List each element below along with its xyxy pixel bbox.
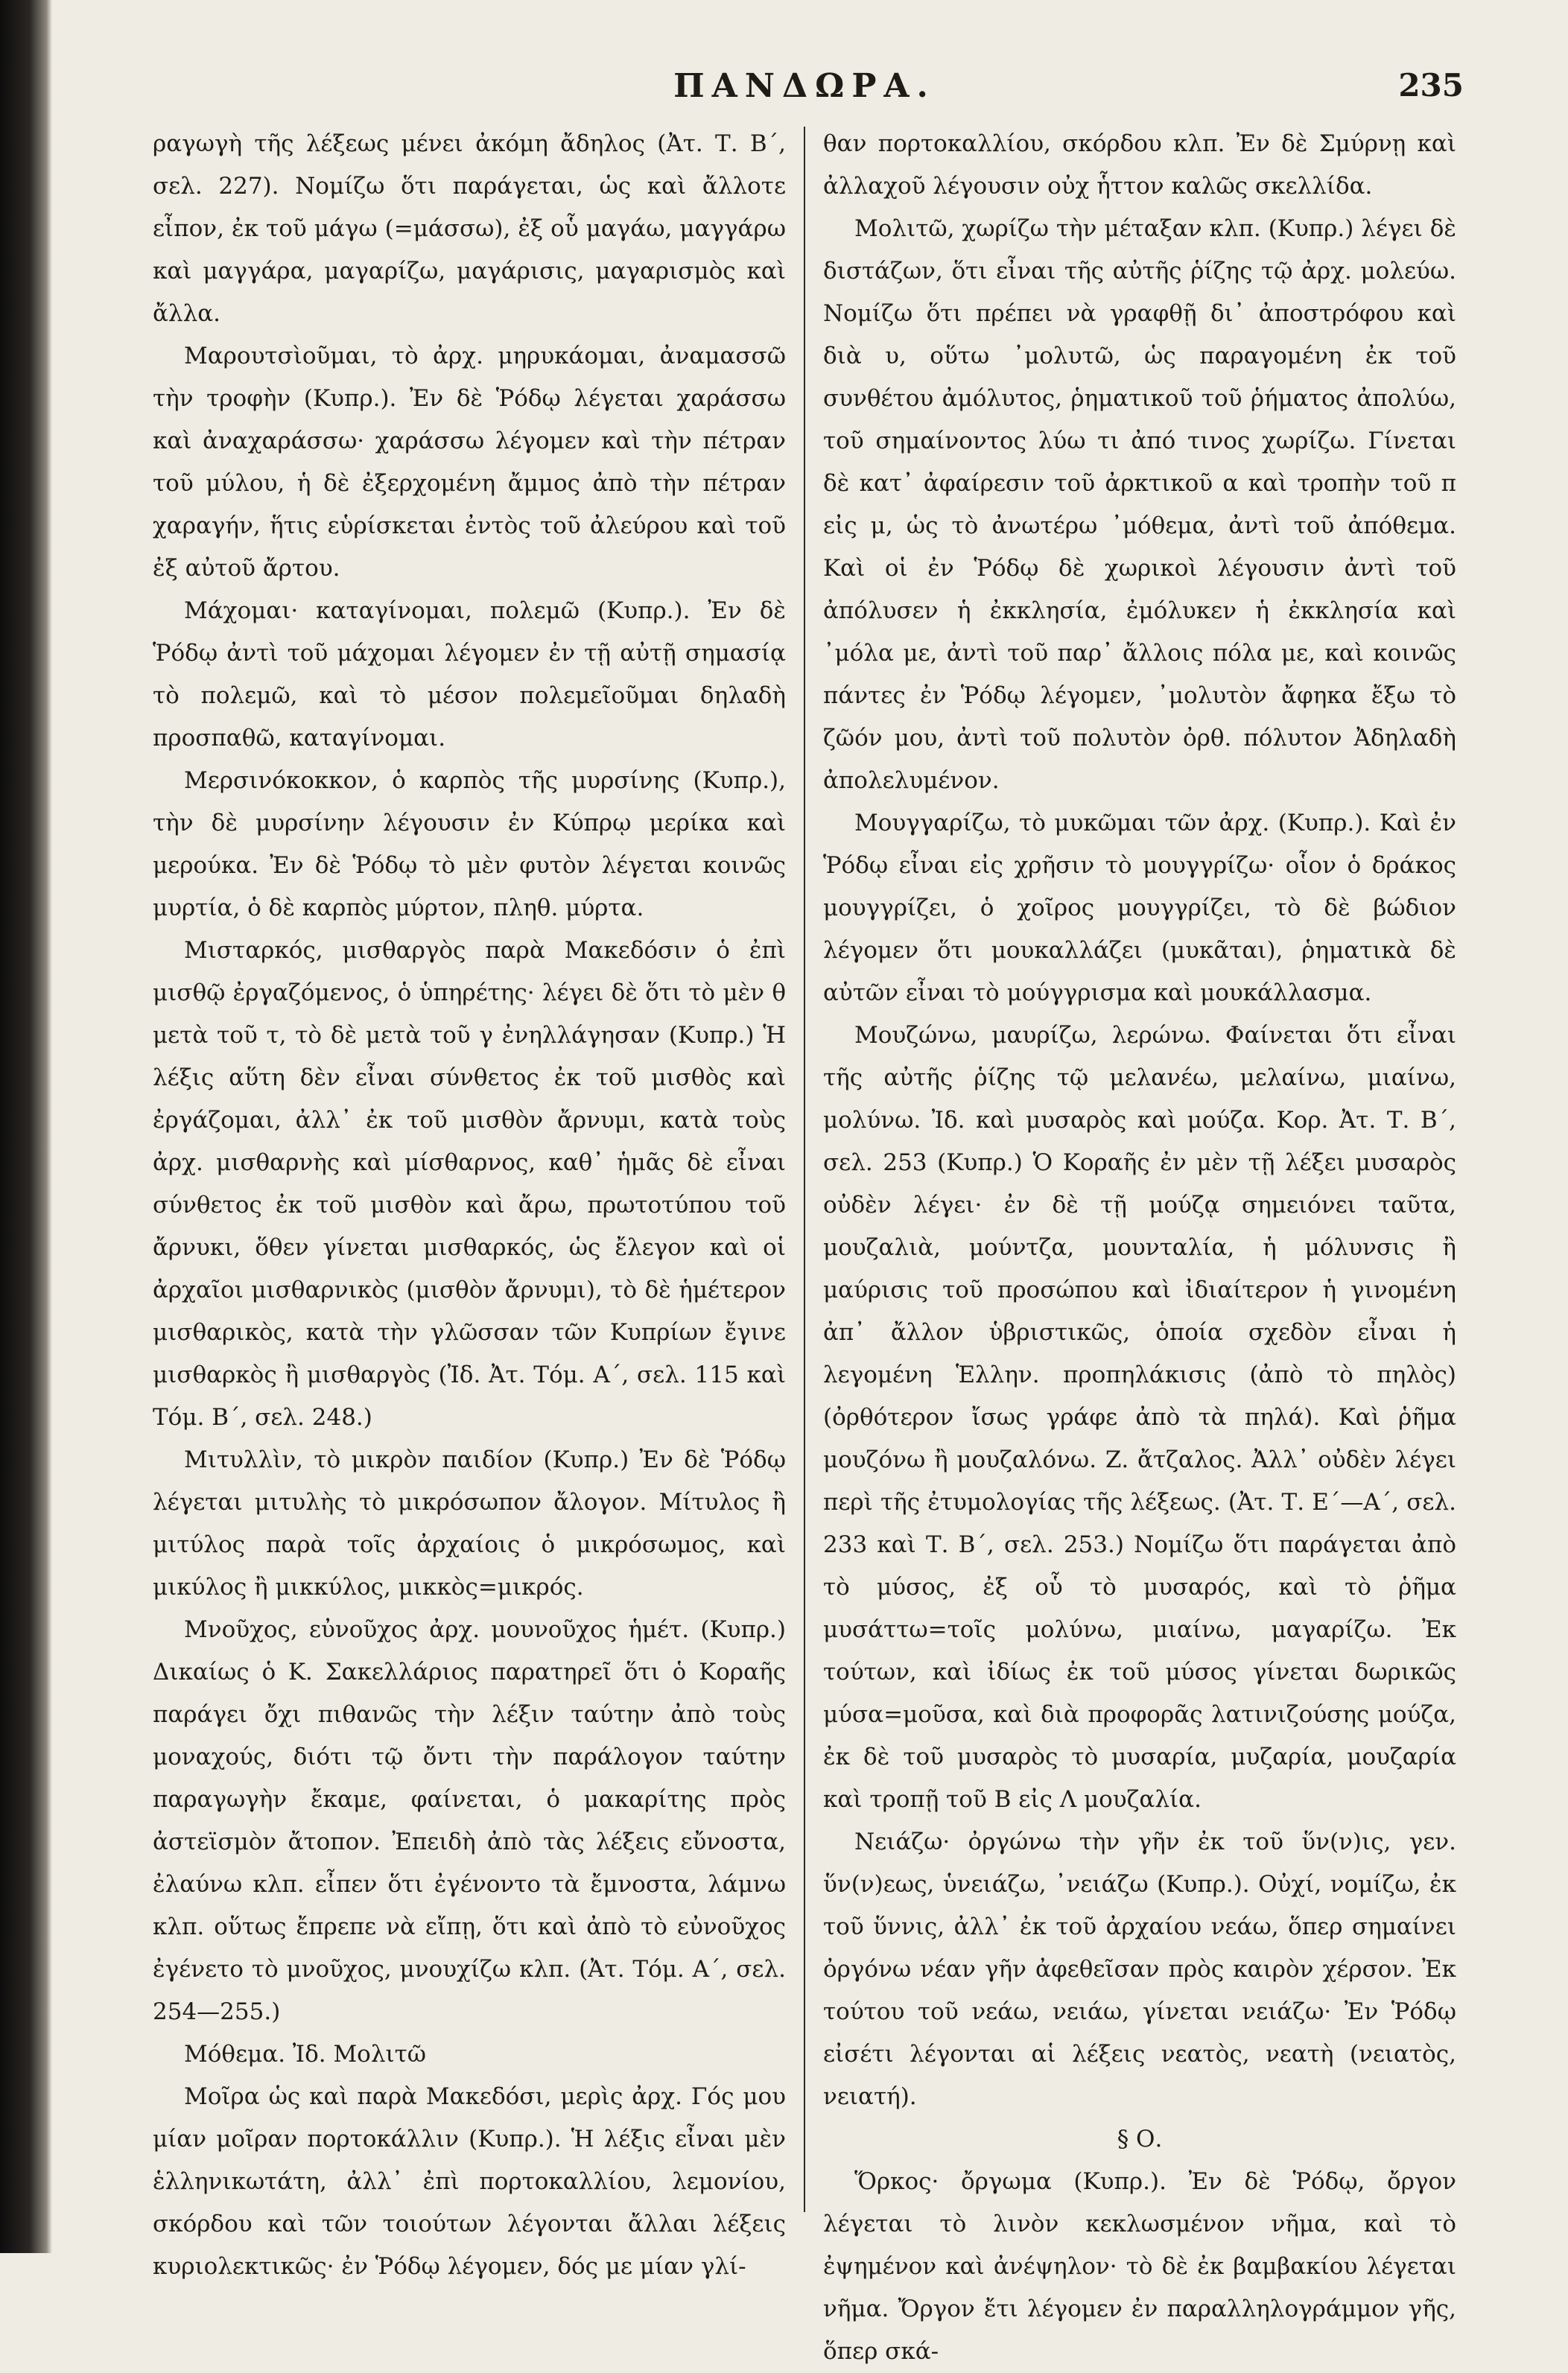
entry-paragraph: Μολιτῶ, χωρίζω τὴν μέταξαν κλπ. (Κυπρ.) λέγει δὲ διστάζων, ὅτι εἶναι τῆς αὐτῆς ῥίζης τῷ ἀρχ. μολεύω. Νομίζω ὅτι πρέπει νὰ γραφθῇ δι᾽ ἀποστρόφου καὶ διὰ υ, οὕτω ᾽μολυτῶ, ὡς παραγομένη ἐκ τοῦ συνθέτου ἀμόλυτος, ῥηματικοῦ τοῦ ῥήματος ἀπολύω, τοῦ σημαίνοντος λύω τι ἀπό τινος χωρίζω. Γίνεται δὲ κατ᾽ ἀφαίρεσιν τοῦ ἀρκτικοῦ α καὶ τροπὴν τοῦ π εἰς μ, ὡς τὸ ἀνωτέρω ᾽μόθεμα, ἀντὶ τοῦ ἀπόθεμα. Καὶ οἱ ἐν Ῥόδῳ δὲ χωρικοὶ λέγουσιν ἀντὶ τοῦ ἀπόλυσεν ἡ ἐκκλησία, ἐμόλυκεν ἡ ἐκκλησία καὶ ᾽μόλα με, ἀντὶ τοῦ παρ᾽ ἄλλοις πόλα με, καὶ κοινῶς πάντες ἐν Ῥόδῳ λέγομεν, ᾽μολυτὸν ἄφηκα ἔξω τὸ ζῶόν μου, ἀντὶ τοῦ πολυτὸν ὀρθ. πόλυτον Ἀδηλαδὴ ἀπολελυμένον. <box>823 215 1456 794</box>
entry-paragraph: Μνοῦχος, εὐνοῦχος ἀρχ. μουνοῦχος ἡμέτ. (Κυπρ.) Δικαίως ὁ Κ. Σακελλάριος παρατηρεῖ ὅτι ὁ Κοραῆς παράγει ὄχι πιθανῶς τὴν λέξιν ταύτην ἀπὸ τοὺς μοναχούς, διότι τῷ ὄντι τὴν παράλογον ταύτην παραγωγὴν ἔκαμε, φαίνεται, ὁ μακαρίτης πρὸς ἀστεϊσμὸν ἄτοπον. Ἐπειδὴ ἀπὸ τὰς λέξεις εὔνοστα, ἐλαύνω κλπ. εἶπεν ὅτι ἐγένοντο τὰ ἔμνοστα, λάμνω κλπ. οὕτως ἔπρεπε νὰ εἴπῃ, ὅτι καὶ ἀπὸ τὸ εὐνοῦχος ἐγένετο τὸ μνοῦχος, μνουχίζω κλπ. (Ἀτ. Τόμ. Α΄, σελ. 254—255.) <box>153 1616 786 2025</box>
left-column <box>153 123 786 2288</box>
column-divider <box>804 127 805 2212</box>
page-header <box>153 67 1464 119</box>
entry-paragraph: Μισταρκός, μισθαργὸς παρὰ Μακεδόσιν ὁ ἐπὶ μισθῷ ἐργαζόμενος, ὁ ὑπηρέτης· λέγει δὲ ὅτι τὸ μὲν θ μετὰ τοῦ τ, τὸ δὲ μετὰ τοῦ γ ἐνηλλάγησαν (Κυπρ.) Ἡ λέξις αὕτη δὲν εἶναι σύνθετος ἐκ τοῦ μισθὸς καὶ ἐργάζομαι, ἀλλ᾽ ἐκ τοῦ μισθὸν ἄρνυμι, κατὰ τοὺς ἀρχ. μισθαρνὴς καὶ μίσθαρνος, καθ᾽ ἡμᾶς δὲ εἶναι σύνθετος ἐκ τοῦ μισθὸν καὶ ἄρω, πρωτοτύπου τοῦ ἄρνυκι, ὅθεν γίνεται μισθαρκός, ὡς ἔλεγον καὶ οἱ ἀρχαῖοι μισθαρνικὸς (μισθὸν ἄρνυμι), τὸ δὲ ἡμέτερον μισθαρικὸς, κατὰ τὴν γλῶσσαν τῶν Κυπρίων ἔγινε μισθαρκὸς ἢ μισθαργὸς (Ἰδ. Ἀτ. Τόμ. Α΄, σελ. 115 καὶ Τόμ. Β΄, σελ. 248.) <box>153 937 786 1431</box>
page-number: 235 <box>1398 67 1464 104</box>
right-column <box>823 123 1456 2373</box>
entry-paragraph: Ὅρκος· ὄργωμα (Κυπρ.). Ἐν δὲ Ῥόδῳ, ὄργον λέγεται τὸ λινὸν κεκλωσμένον νῆμα, καὶ τὸ ἐψημένον καὶ ἀνέψηλον· τὸ δὲ ἐκ βαμβακίου λέγεται νῆμα. Ὄργον ἔτι λέγομεν ἐν παραλληλογράμμον γῆς, ὅπερ σκά- <box>823 2168 1456 2365</box>
entry-paragraph: Μουγγαρίζω, τὸ μυκῶμαι τῶν ἀρχ. (Κυπρ.). Καὶ ἐν Ῥόδῳ εἶναι εἰς χρῆσιν τὸ μουγγρίζω· οἷον ὁ δράκος μουγγρίζει, ὁ χοῖρος μουγγρίζει, τὸ δὲ βώδιον λέγομεν ὅτι μουκαλλάζει (μυκᾶται), ῥηματικὰ δὲ αὐτῶν εἶναι τὸ μούγγρισμα καὶ μουκάλλασμα. <box>823 810 1456 1006</box>
entry-paragraph: Μουζώνω, μαυρίζω, λερώνω. Φαίνεται ὅτι εἶναι τῆς αὐτῆς ῥίζης τῷ μελανέω, μελαίνω, μιαίνω, μολύνω. Ἰδ. καὶ μυσαρὸς καὶ μούζα. Κορ. Ἀτ. Τ. Β΄, σελ. 253 (Κυπρ.) Ὁ Κοραῆς ἐν μὲν τῇ λέξει μυσαρὸς οὐδὲν λέγει· ἐν δὲ τῇ μούζᾳ σημειόνει ταῦτα, μουζαλιὰ, μούντζα, μουνταλία, ἡ μόλυνσις ἢ μαύρισις τοῦ προσώπου καὶ ἰδιαίτερον ἡ γινομένη ἀπ᾽ ἄλλον ὑβριστικῶς, ὁποία σχεδὸν εἶναι ἡ λεγομένη Ἑλλην. προπηλάκισις (ἀπὸ τὸ πηλὸς) (ὀρθότερον ἴσως γράφε ἀπὸ τὰ πηλά). Καὶ ῥῆμα μουζόνω ἢ μουζαλόνω. Ζ. ἄτζαλος. Ἀλλ᾽ οὐδὲν λέγει περὶ τῆς ἐτυμολογίας τῆς λέξεως. (Ἀτ. Τ. Ε΄—Α΄, σελ. 233 καὶ Τ. Β΄, σελ. 253.) Νομίζω ὅτι παράγεται ἀπὸ τὸ μύσος, ἐξ οὗ τὸ μυσαρός, καὶ τὸ ῥῆμα μυσάττω=τοῖς μολύνω, μιαίνω, μαγαρίζω. Ἐκ τούτων, καὶ ἰδίως ἐκ τοῦ μύσος γίνεται δωρικῶς μύσα=μοῦσα, καὶ διὰ προφορᾶς λατινιζούσης μούζα, ἐκ δὲ τοῦ μυσαρὸς τὸ μυσαρία, μυζαρία, μουζαρία καὶ τροπῇ τοῦ Β εἰς Λ μουζαλία. <box>823 1022 1456 1813</box>
entry-paragraph: Μόθεμα. Ἰδ. Μολιτῶ <box>184 2041 427 2068</box>
section-heading: § Ο. <box>1117 2126 1163 2153</box>
entry-paragraph: Μάχομαι· καταγίνομαι, πολεμῶ (Κυπρ.). Ἐν δὲ Ῥόδῳ ἀντὶ τοῦ μάχομαι λέγομεν ἐν τῇ αὐτῇ σημασίᾳ τὸ πολεμῶ, καὶ τὸ μέσον πολεμεῖοῦμαι δηλαδὴ προσπαθῶ, καταγίνομαι. <box>153 597 786 752</box>
entry-paragraph: Μερσινόκοκκον, ὁ καρπὸς τῆς μυρσίνης (Κυπρ.), τὴν δὲ μυρσίνην λέγουσιν ἐν Κύπρῳ μερίκα καὶ μερούκα. Ἐν δὲ Ῥόδῳ τὸ μὲν φυτὸν λέγεται κοινῶς μυρτία, ὁ δὲ καρπὸς μύρτον, πληθ. μύρτα. <box>153 767 786 921</box>
entry-paragraph: Μοῖρα ὡς καὶ παρὰ Μακεδόσι, μερὶς ἀρχ. Γός μου μίαν μοῖραν πορτοκάλλιν (Κυπρ.). Ἡ λέξις εἶναι μὲν ἑλληνικωτάτη, ἀλλ᾽ ἐπὶ πορτοκαλλίου, λεμονίου, σκόρδου καὶ τῶν τοιούτων λέγονται ἄλλαι λέξεις κυριολεκτικῶς· ἐν Ῥόδῳ λέγομεν, δός με μίαν γλί- <box>153 2083 786 2280</box>
entry-paragraph: Νειάζω· ὀργώνω τὴν γῆν ἐκ τοῦ ὕν(ν)ις, γεν. ὕν(ν)εως, ὑνειάζω, ᾽νειάζω (Κυπρ.). Οὐχί, νομίζω, ἐκ τοῦ ὕννις, ἀλλ᾽ ἐκ τοῦ ἀρχαίου νεάω, ὅπερ σημαίνει ὀργόνω νέαν γῆν ἀφεθεῖσαν πρὸς καιρὸν χέρσον. Ἐκ τούτου τοῦ νεάω, νειάω, γίνεται νειάζω· Ἐν Ῥόδῳ εἰσέτι λέγονται αἱ λέξεις νεατὸς, νεατὴ (νειατὸς, νειατή). <box>823 1829 1456 2110</box>
entry-paragraph: ραγωγὴ τῆς λέξεως μένει ἀκόμη ἄδηλος (Ἀτ. Τ. Β΄, σελ. 227). Νομίζω ὅτι παράγεται, ὡς καὶ ἄλλοτε εἶπον, ἐκ τοῦ μάγω (=μάσσω), ἐξ οὗ μαγάω, μαγγάρω καὶ μαγγάρα, μαγαρίζω, μαγάρισις, μαγαρισμὸς καὶ ἄλλα. <box>153 130 786 327</box>
page-binding-shadow <box>0 0 52 2253</box>
entry-paragraph: θαν πορτοκαλλίου, σκόρδου κλπ. Ἐν δὲ Σμύρνῃ καὶ ἀλλαχοῦ λέγουσιν οὐχ ἧττον καλῶς σκελλίδα. <box>823 130 1456 200</box>
running-title: ΠΑΝΔΩΡΑ. <box>673 67 936 105</box>
book-page <box>153 60 1464 2365</box>
entry-paragraph: Μιτυλλὶν, τὸ μικρὸν παιδίον (Κυπρ.) Ἐν δὲ Ῥόδῳ λέγεται μιτυλὴς τὸ μικρόσωπον ἄλογον. Μίτυλος ἢ μιτύλος παρὰ τοῖς ἀρχαίοις ὁ μικρόσωμος, καὶ μικύλος ἢ μικκύλος, μικκὸς=μικρός. <box>153 1446 786 1601</box>
entry-paragraph: Μαρουτσὶοῦμαι, τὸ ἀρχ. μηρυκάομαι, ἀναμασσῶ τὴν τροφὴν (Κυπρ.). Ἐν δὲ Ῥόδῳ λέγεται χαράσσω καὶ ἀναχαράσσω· χαράσσω λέγομεν καὶ τὴν πέτραν τοῦ μύλου, ἡ δὲ ἐξερχομένη ἄμμος ἀπὸ τὴν πέτραν χαραγήν, ἥτις εὑρίσκεται ἐντὸς τοῦ ἀλεύρου καὶ τοῦ ἐξ αὐτοῦ ἄρτου. <box>153 343 786 582</box>
